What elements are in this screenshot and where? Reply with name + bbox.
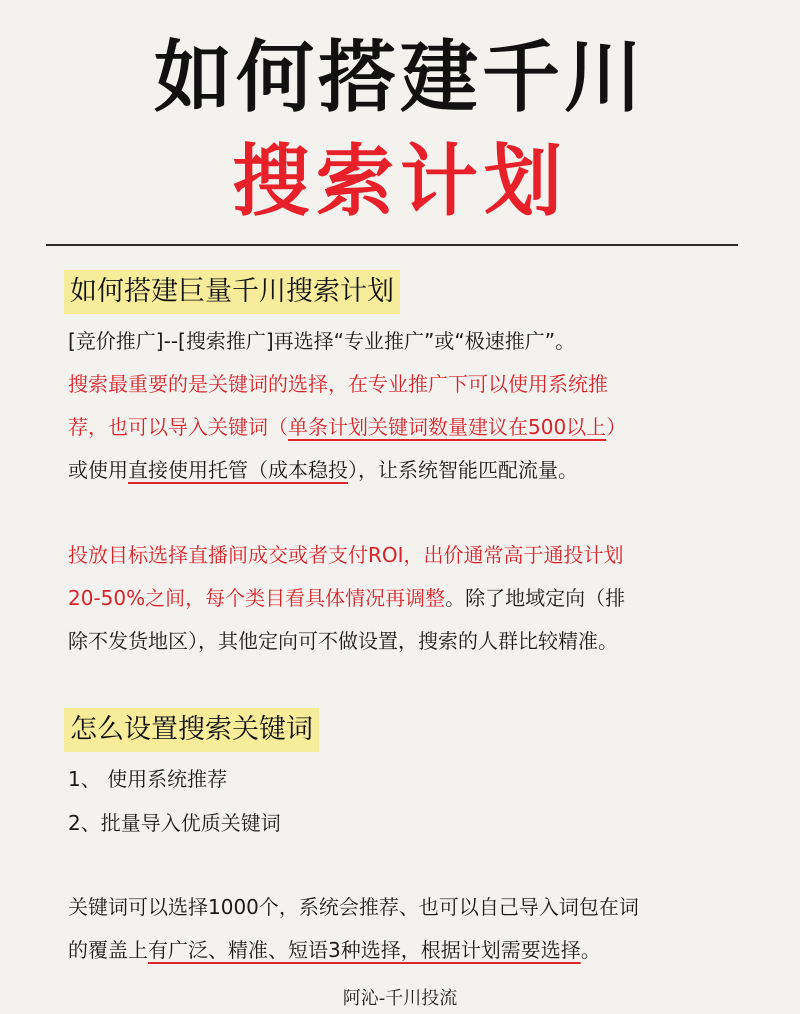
paragraph-keywords <box>68 886 740 972</box>
list-item: 1、 使用系统推荐 <box>68 767 228 791</box>
highlight-underline: 直接使用托管（成本稳投 <box>128 458 348 482</box>
text-span: 。除了地域定向（排 <box>445 586 626 610</box>
text-span: 或使用 <box>68 458 128 482</box>
divider <box>46 244 738 246</box>
list-item: 2、批量导入优质关键词 <box>68 811 281 835</box>
section-heading-setup: 如何搭建巨量千川搜索计划 <box>64 270 400 314</box>
paragraph-line: [竞价推广]--[搜索推广]再选择“专业推广”或“极速推广”。 <box>68 329 576 353</box>
text-span: 20-50%之间，每个类目看具体情况再调整 <box>68 586 446 610</box>
text-span: ） <box>606 415 627 439</box>
paragraph-line <box>68 929 740 972</box>
paragraph-line: 除不发货地区），其他定向可不做设置，搜索的人群比较精准。 <box>68 629 618 653</box>
page-subtitle: 搜索计划 <box>231 137 568 227</box>
text-span: 的覆盖上 <box>68 938 148 962</box>
paragraph-line <box>68 577 740 620</box>
highlight-underline: 单条计划关键词数量建议在500以上 <box>288 415 607 439</box>
author-footer: 阿沁-千川投流 <box>342 988 458 1009</box>
paragraph-setup <box>68 320 740 492</box>
paragraph-bidding <box>68 534 740 663</box>
paragraph-line <box>68 449 740 492</box>
text-span: 荐，也可以导入关键词（ <box>68 415 288 439</box>
paragraph-line: 投放目标选择直播间成交或者支付ROI，出价通常高于通投计划 <box>68 543 624 567</box>
page-title: 如何搭建千川 <box>153 33 646 123</box>
text-span: ），让系统智能匹配流量。 <box>348 458 578 482</box>
highlight-underline: 有广泛、精准、短语3种选择，根据计划需要选择 <box>148 938 581 962</box>
paragraph-line <box>68 406 740 449</box>
section-heading-keywords: 怎么设置搜索关键词 <box>64 708 319 752</box>
paragraph-line: 关键词可以选择1000个，系统会推荐、也可以自己导入词包在词 <box>68 895 639 919</box>
text-span: 。 <box>580 938 601 962</box>
paragraph-line: 搜索最重要的是关键词的选择，在专业推广下可以使用系统推 <box>68 372 608 396</box>
